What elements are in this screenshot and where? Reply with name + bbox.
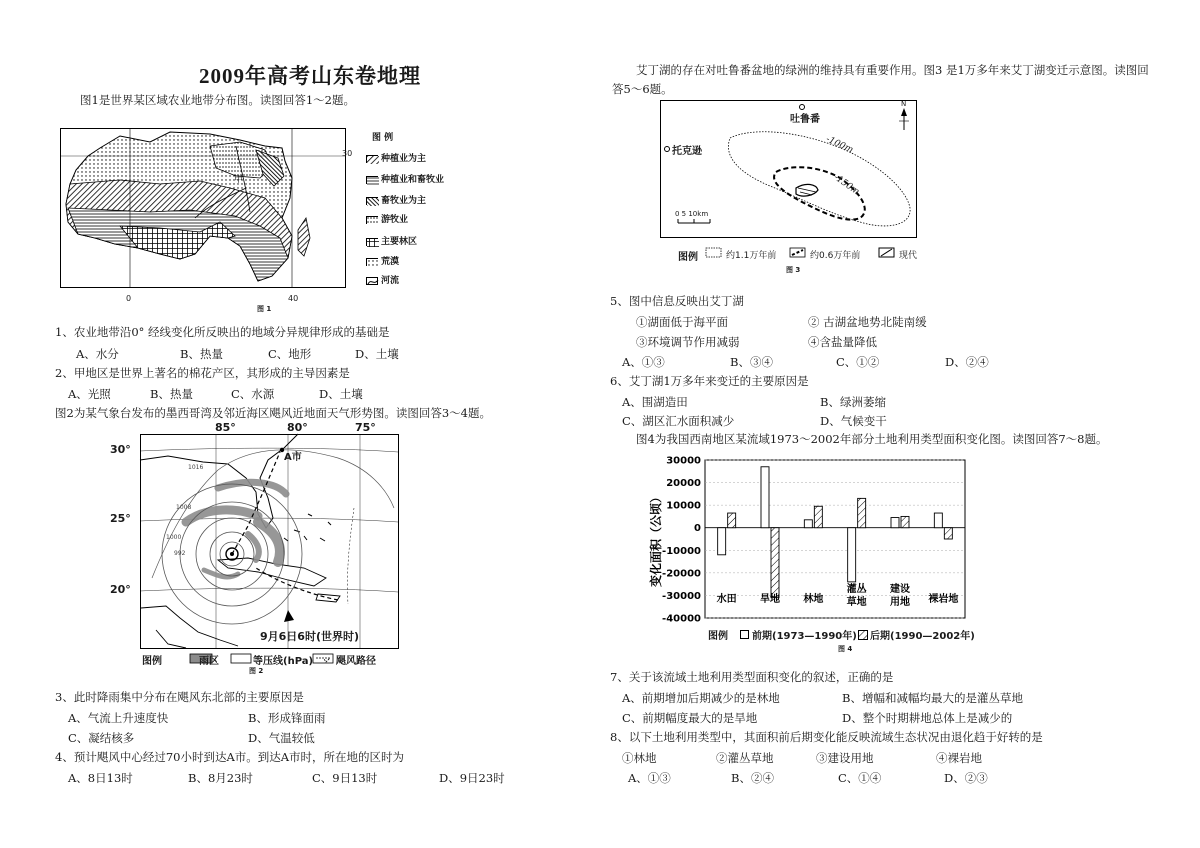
q4-option-b[interactable]: B、8月23时 xyxy=(188,771,253,785)
q5-item-1: ①湖面低于海平面 xyxy=(636,315,728,329)
fig4-caption: 图 4 xyxy=(838,645,853,653)
isobar-1000: 1000 xyxy=(166,534,182,541)
chart-bar-early xyxy=(934,513,942,528)
intro-fig1: 图1是世界某区域农业地带分布图。读图回答1～2题。 xyxy=(80,93,355,107)
legend-swatch-nomadic xyxy=(366,216,378,224)
q7-option-d[interactable]: D、整个时期耕地总体上是减少的 xyxy=(842,711,1013,725)
fig1-legend-crop-livestock xyxy=(366,172,444,185)
legend-swatch-mixed xyxy=(366,176,378,184)
q5-option-d[interactable]: D、②④ xyxy=(945,355,989,369)
contour-150m: -150m xyxy=(831,172,862,198)
chart-category-label: 建设 xyxy=(890,584,910,595)
fig1-legend-forest xyxy=(366,234,417,247)
q7-option-b[interactable]: B、增幅和减幅均最大的是灌丛草地 xyxy=(842,691,1023,705)
fig1-legend-crop xyxy=(366,151,426,164)
q4-option-c[interactable]: C、9日13时 xyxy=(312,771,378,785)
chart-bar-late xyxy=(814,506,822,527)
legend-label: 种植业和畜牧业 xyxy=(381,175,445,185)
chart-bar-late xyxy=(771,528,779,598)
fig4-legend-late: 后期(1990—2002年) xyxy=(870,631,975,642)
q4-option-a[interactable]: A、8日13时 xyxy=(68,771,133,785)
fig2-legend-title: 图例 xyxy=(142,656,162,667)
figure-1-map xyxy=(60,126,360,316)
figure-2-map xyxy=(108,418,408,680)
fig2-caption: 图 2 xyxy=(249,667,264,675)
legend-label: 畜牧业为主 xyxy=(381,196,427,206)
contour-100m: -100m xyxy=(824,134,855,156)
chart-category-label: 草地 xyxy=(846,597,867,608)
fig3-legend-title: 图例 xyxy=(678,252,698,263)
q5-stem: 5、图中信息反映出艾丁湖 xyxy=(610,294,744,308)
q5-option-b[interactable]: B、③④ xyxy=(730,355,773,369)
q6-option-b[interactable]: B、绿洲萎缩 xyxy=(820,395,886,409)
legend-swatch-crop xyxy=(366,155,378,163)
legend-label: 河流 xyxy=(381,276,400,286)
q4-option-d[interactable]: D、9日23时 xyxy=(439,771,505,785)
q1-stem: 1、农业地带沿0° 经线变化所反映出的地域分异规律形成的基础是 xyxy=(55,325,390,339)
region-jia-label: 甲 xyxy=(234,175,244,185)
legend-swatch-livestock xyxy=(366,197,378,205)
fig4-legend-swatch-late xyxy=(858,630,868,640)
q8-option-d[interactable]: D、②③ xyxy=(944,771,988,785)
lon-label-40: 40 xyxy=(288,294,299,303)
q1-option-a[interactable]: A、水分 xyxy=(76,347,119,361)
q4-stem: 4、预计飓风中心经过70小时到达A市。到达A市时，所在地的区时为 xyxy=(55,750,405,764)
fig2-legend-rain: 雨区 xyxy=(199,656,219,667)
fig1-legend-title: 图 例 xyxy=(372,133,394,143)
intro-fig2: 图2为某气象台发布的墨西哥湾及邻近海区飓风近地面天气形势图。读图回答3～4题。 xyxy=(55,406,491,420)
chart-y-tick-label: -10000 xyxy=(662,545,701,557)
intro-fig4: 图4为我国西南地区某流域1973～2002年部分土地利用类型面积变化图。读图回答7～8题。 xyxy=(636,432,1108,446)
chart-category-label: 灌丛 xyxy=(846,584,867,595)
fig3-caption: 图 3 xyxy=(786,266,801,274)
chart-y-tick-label: 0 xyxy=(694,523,701,535)
page-title: 2009年高考山东卷地理 xyxy=(199,64,421,88)
q6-option-d[interactable]: D、气候变干 xyxy=(820,414,887,428)
chart-bar-late xyxy=(858,498,866,527)
city-a-label: A市 xyxy=(284,452,302,463)
q2-option-c[interactable]: C、水源 xyxy=(231,387,275,401)
chart-category-label: 旱地 xyxy=(760,594,780,605)
legend-label: 种植业为主 xyxy=(381,154,427,164)
q5-option-c[interactable]: C、①② xyxy=(836,355,880,369)
figure-4-chart xyxy=(640,450,980,650)
q3-option-d[interactable]: D、气温较低 xyxy=(248,731,315,745)
q5-item-2: ② 古湖盆地势北陡南缓 xyxy=(808,315,927,329)
q8-option-c[interactable]: C、①④ xyxy=(838,771,882,785)
legend-label: 游牧业 xyxy=(381,215,409,225)
q3-stem: 3、此时降雨集中分布在飓风东北部的主要原因是 xyxy=(55,690,304,704)
lat-label-20: 20° xyxy=(110,583,131,596)
chart-category-label: 水田 xyxy=(716,594,737,605)
isobar-1008: 1008 xyxy=(176,504,192,511)
legend-swatch-forest xyxy=(366,238,378,246)
q8-item-1: ①林地 xyxy=(622,751,657,765)
isobar-1016: 1016 xyxy=(188,464,204,471)
q8-item-3: ③建设用地 xyxy=(816,751,874,765)
scale-bar-label: 0 5 10km xyxy=(675,210,709,218)
q3-option-c[interactable]: C、凝结核多 xyxy=(68,731,135,745)
lon-label-75: 75° xyxy=(355,421,376,434)
q8-item-2: ②灌丛草地 xyxy=(716,751,774,765)
chart-bar-late xyxy=(901,516,909,527)
chart-category-label: 林地 xyxy=(803,594,824,605)
fig1-legend-desert xyxy=(366,254,399,267)
fig2-legend-track: 飓风路径 xyxy=(336,656,376,667)
q7-option-a[interactable]: A、前期增加后期减少的是林地 xyxy=(622,691,780,705)
lon-label-0: 0 xyxy=(126,294,132,303)
lon-label-85: 85° xyxy=(215,421,236,434)
q3-option-a[interactable]: A、气流上升速度快 xyxy=(68,711,169,725)
typhoon-time: 9月6日6时(世界时) xyxy=(260,630,360,643)
chart-y-axis-label: 变化面积（公顷） xyxy=(649,490,663,588)
fig1-legend-river xyxy=(366,273,399,286)
q7-option-c[interactable]: C、前期幅度最大的是旱地 xyxy=(622,711,758,725)
q5-item-3: ③环境调节作用减弱 xyxy=(636,335,740,349)
isobar-992: 992 xyxy=(174,550,186,557)
fig1-legend-livestock xyxy=(366,193,426,206)
q2-option-d[interactable]: D、土壤 xyxy=(319,387,363,401)
q8-option-a[interactable]: A、①③ xyxy=(628,771,671,785)
fig4-legend-title: 图例 xyxy=(708,631,728,642)
fig1-legend-nomadic xyxy=(366,212,408,225)
q6-option-c[interactable]: C、湖区汇水面积减少 xyxy=(622,414,735,428)
intro-fig3: 艾丁湖的存在对吐鲁番盆地的绿洲的维持具有重要作用。图3 是1万多年来艾丁湖变迁示意图。读图回答5～6题。 xyxy=(612,63,1149,96)
legend-swatch-desert xyxy=(366,258,378,266)
chart-y-tick-label: 30000 xyxy=(666,455,701,467)
fig4-legend-swatch-early xyxy=(740,630,749,639)
chart-y-tick-label: -30000 xyxy=(662,590,701,602)
fig1-caption: 图 1 xyxy=(257,305,272,313)
chart-y-tick-label: -40000 xyxy=(662,613,701,625)
chart-bar-early xyxy=(718,528,726,555)
chart-bar-late xyxy=(944,528,952,539)
q8-item-4: ④裸岩地 xyxy=(936,751,982,765)
fig3-legend-modern: 现代 xyxy=(899,251,918,261)
chart-bar-early xyxy=(761,467,769,528)
q2-option-a[interactable]: A、光照 xyxy=(68,387,111,401)
q7-stem: 7、关于该流域土地利用类型面积变化的叙述，正确的是 xyxy=(610,670,894,684)
q8-stem: 8、以下土地利用类型中，其面积前后期变化能反映流域生态状况由退化趋于好转的是 xyxy=(610,730,1043,744)
fig4-legend-early: 前期(1973—1990年) xyxy=(752,631,857,642)
q6-option-a[interactable]: A、围湖造田 xyxy=(622,395,688,409)
figure-3 xyxy=(660,100,920,278)
q6-stem: 6、艾丁湖1万多年来变迁的主要原因是 xyxy=(610,374,809,388)
q1-option-b[interactable]: B、热量 xyxy=(180,347,223,361)
fig3-legend-6k: 约0.6万年前 xyxy=(810,251,861,261)
lon-label-80: 80° xyxy=(287,421,308,434)
q3-option-b[interactable]: B、形成锋面雨 xyxy=(248,711,326,725)
fig2-legend-isobar: 等压线(hPa) xyxy=(253,656,314,667)
lat-label-30: 30 xyxy=(342,149,353,158)
legend-label: 主要林区 xyxy=(381,237,418,247)
chart-bar-early xyxy=(804,520,812,528)
figure-3-map xyxy=(660,100,920,278)
figure-1 xyxy=(60,126,360,316)
north-arrow-label: N xyxy=(901,100,907,108)
chart-bar-early xyxy=(848,528,856,582)
q8-option-b[interactable]: B、②④ xyxy=(731,771,774,785)
legend-swatch-river xyxy=(366,277,378,285)
q5-option-a[interactable]: A、①③ xyxy=(622,355,665,369)
town-toksun: 托克逊 xyxy=(672,146,702,157)
chart-y-tick-label: -20000 xyxy=(662,568,701,580)
chart-bar-late xyxy=(728,513,736,528)
town-turpan: 吐鲁番 xyxy=(790,114,820,125)
legend-label: 荒漠 xyxy=(381,257,400,267)
chart-bar-early xyxy=(891,518,899,528)
chart-category-label: 用地 xyxy=(890,597,910,608)
lat-label-25: 25° xyxy=(110,512,131,525)
fig3-legend-11k: 约1.1万年前 xyxy=(726,251,777,261)
figure-4 xyxy=(640,450,980,660)
q1-option-d[interactable]: D、土壤 xyxy=(355,347,399,361)
q2-option-b[interactable]: B、热量 xyxy=(150,387,193,401)
q5-item-4: ④含盐量降低 xyxy=(808,335,877,349)
lat-label-30: 30° xyxy=(110,443,131,456)
chart-y-tick-label: 20000 xyxy=(666,478,701,490)
chart-y-tick-label: 10000 xyxy=(666,500,701,512)
q1-option-c[interactable]: C、地形 xyxy=(268,347,312,361)
chart-plot-frame xyxy=(705,460,965,618)
chart-category-label: 裸岩地 xyxy=(928,594,959,605)
q2-stem: 2、甲地区是世界上著名的棉花产区，其形成的主导因素是 xyxy=(55,366,350,380)
figure-2 xyxy=(108,418,408,680)
